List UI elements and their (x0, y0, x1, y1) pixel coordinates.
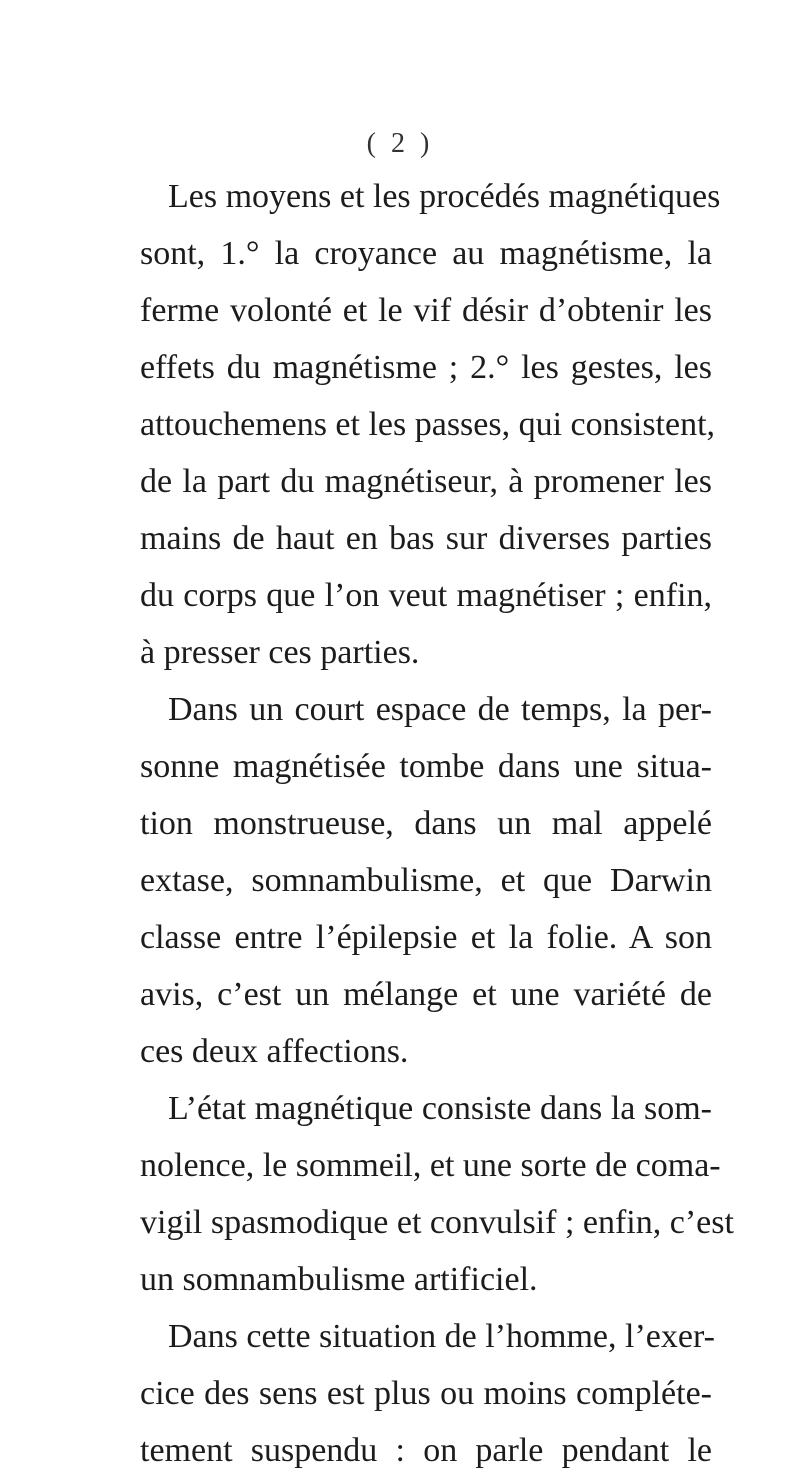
text-line: un somnambulisme artificiel. (140, 1261, 538, 1298)
page-number: ( 2 ) (366, 128, 434, 159)
text-line: sont, 1.° la croyance au magnétisme, la (140, 235, 712, 272)
text-line: avis, c’est un mélange et une variété de (140, 976, 712, 1013)
text-line: ces deux affections. (140, 1033, 409, 1070)
text-line: L’état magnétique consiste dans la som- (168, 1090, 712, 1127)
text-line: sonne magnétisée tombe dans une situa- (140, 748, 712, 785)
text-line: cice des sens est plus ou moins compléte- (140, 1375, 712, 1412)
text-line: ferme volonté et le vif désir d’obtenir les (140, 292, 712, 329)
text-line: Dans cette situation de l’homme, l’exer- (168, 1318, 715, 1355)
text-line: effets du magnétisme ; 2.° les gestes, les (140, 349, 712, 386)
text-line: à presser ces parties. (140, 634, 420, 671)
text-line: du corps que l’on veut magnétiser ; enfin, (140, 577, 712, 614)
text-line: classe entre l’épilepsie et la folie. A son (140, 919, 712, 956)
text-line: tement suspendu : on parle pendant le (140, 1432, 712, 1469)
text-line: de la part du magnétiseur, à promener les (140, 463, 712, 500)
body-text (140, 168, 734, 1479)
text-line: nolence, le sommeil, et une sorte de coma- (140, 1147, 721, 1184)
text-line: tion monstrueuse, dans un mal appelé (140, 805, 712, 842)
text-line: vigil spasmodique et convulsif ; enfin, c’est (140, 1204, 734, 1241)
text-line: extase, somnambulisme, et que Darwin (140, 862, 712, 899)
text-line: attouchemens et les passes, qui consistent, (140, 406, 716, 443)
text-line: Les moyens et les procédés magnétiques (168, 178, 721, 215)
text-line: Dans un court espace de temps, la per- (168, 691, 712, 728)
text-line: mains de haut en bas sur diverses parties (140, 520, 712, 557)
